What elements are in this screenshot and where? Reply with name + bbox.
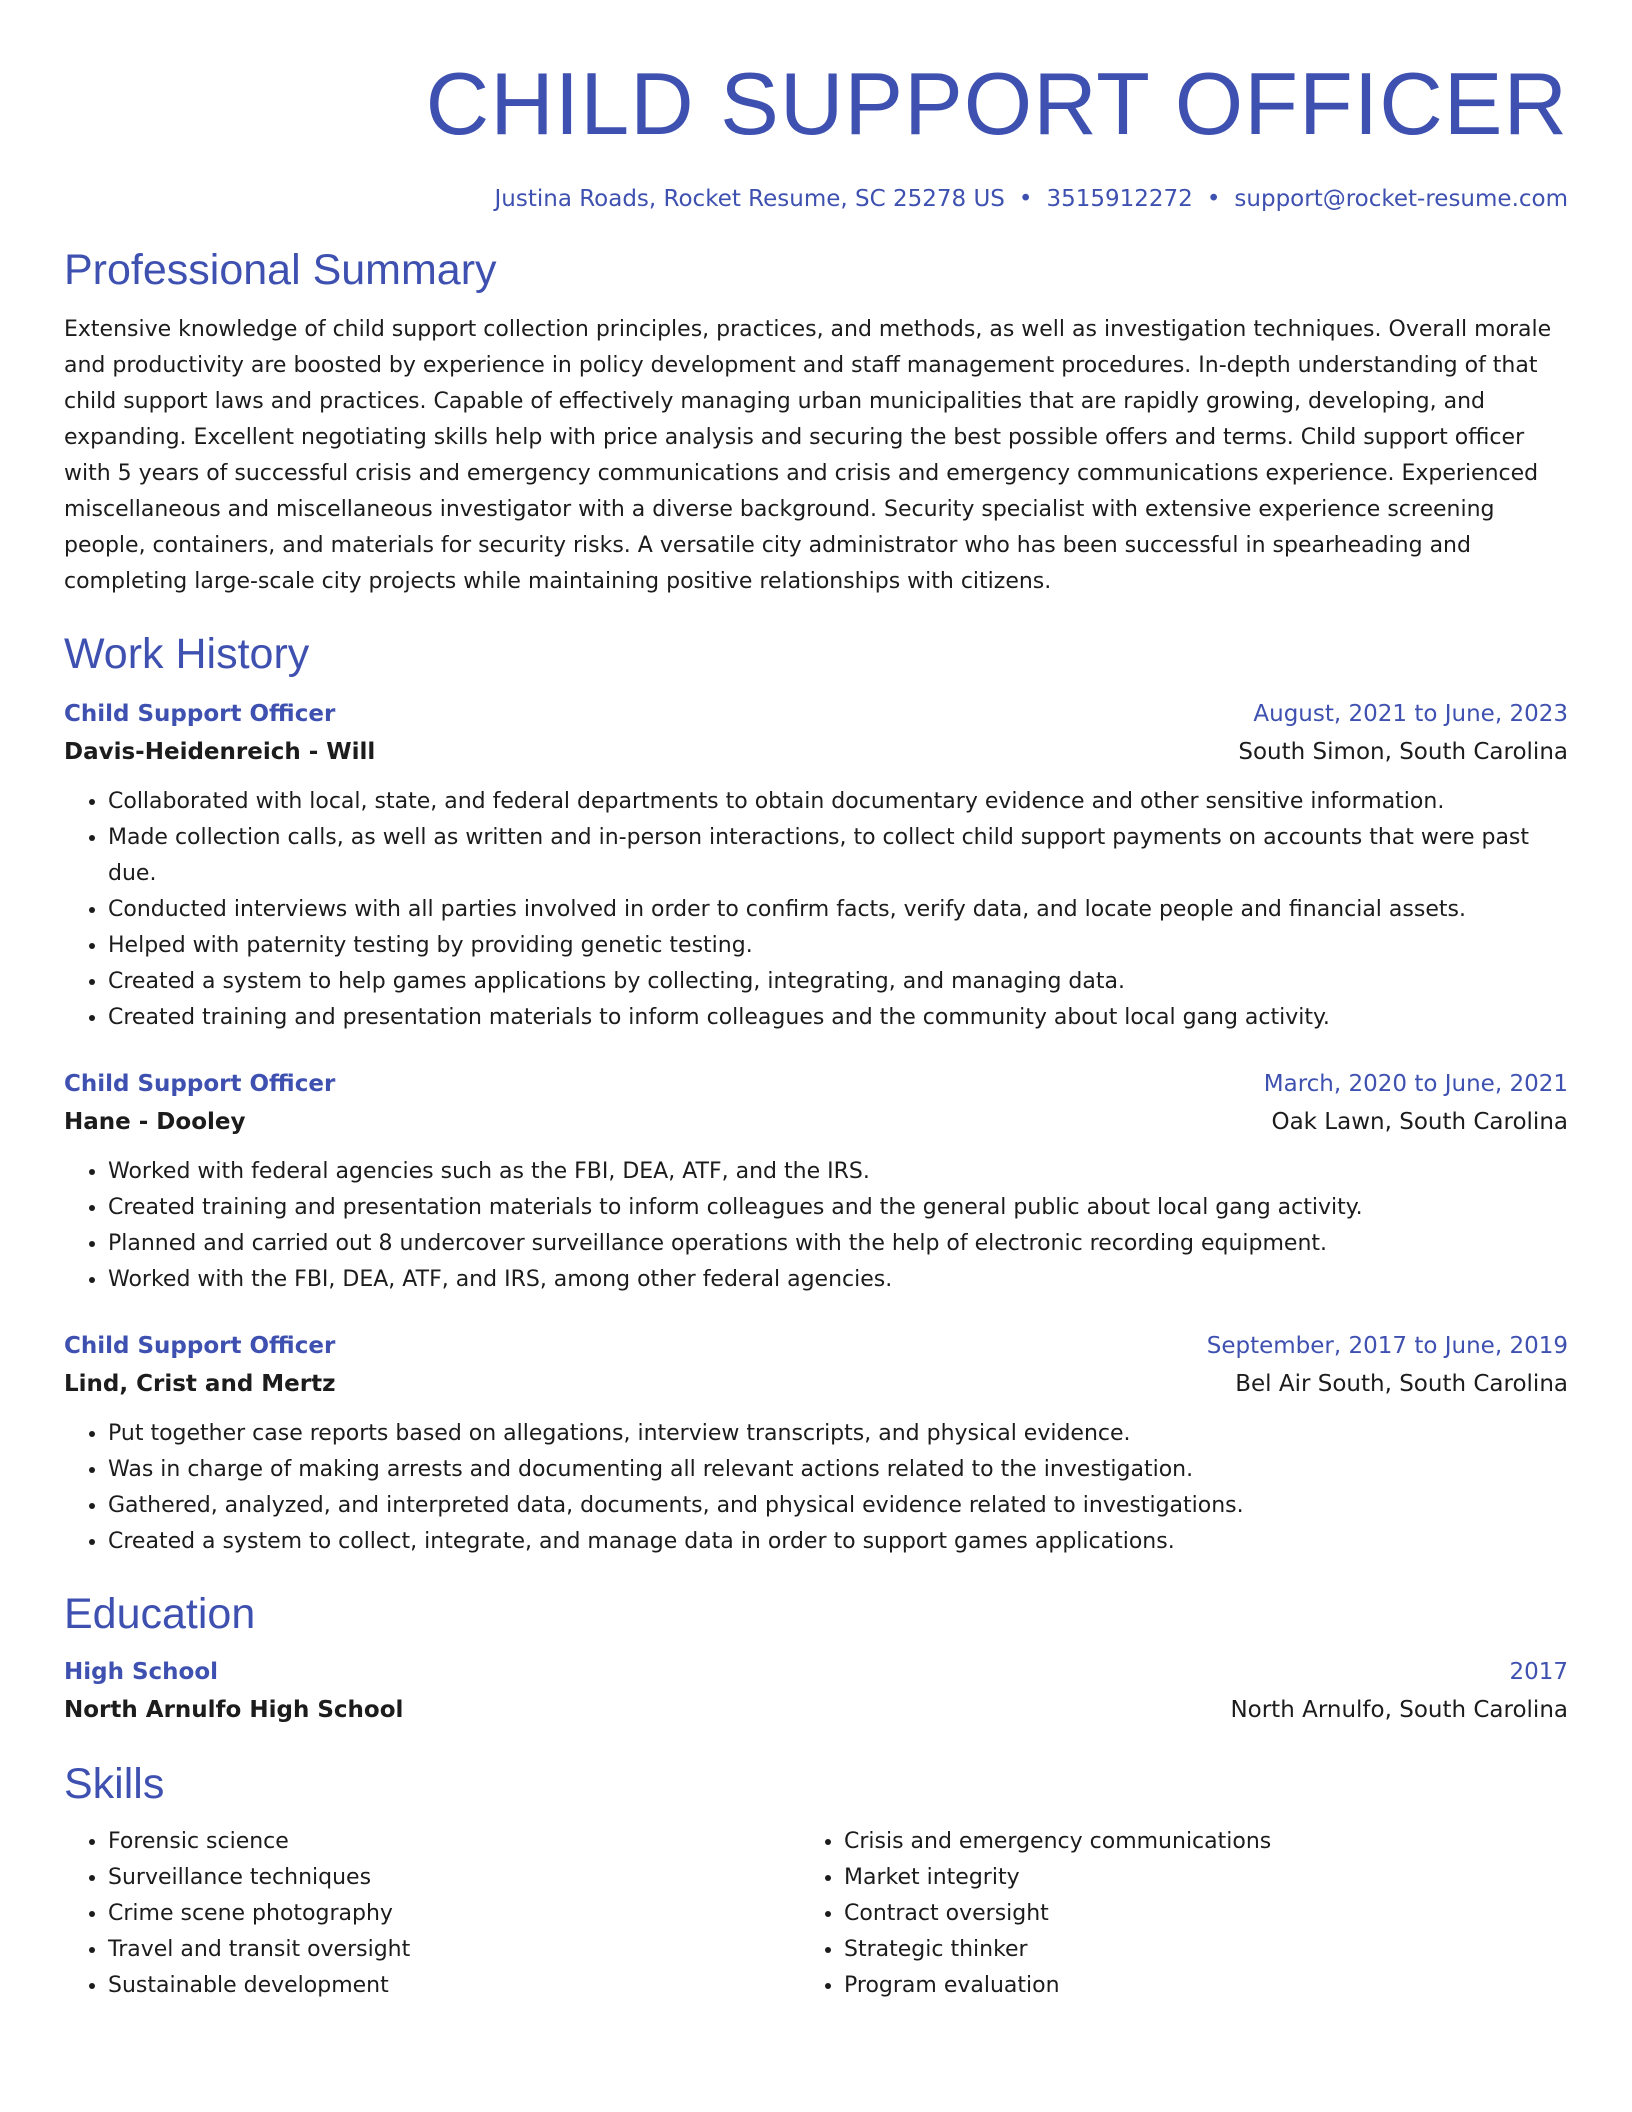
job-company: Davis-Heidenreich - Will [64, 739, 376, 765]
job-company: Lind, Crist and Mertz [64, 1371, 336, 1397]
job-bullet: • Was in charge of making arrests and documenting all relevant actions related to the investigation. [108, 1452, 1568, 1488]
skill-item: • Sustainable development [108, 1968, 800, 2004]
job-bullet: • Worked with the FBI, DEA, ATF, and IRS, among other federal agencies. [108, 1262, 1568, 1298]
job-bullet: • Collaborated with local, state, and federal departments to obtain documentary evidence and other sensitive information. [108, 784, 1568, 820]
skill-item: • Contract oversight [844, 1896, 1536, 1932]
phone-text: 3515912272 [1046, 186, 1193, 212]
job-bullet: • Created training and presentation materials to inform colleagues and the community about local gang activity. [108, 1000, 1568, 1036]
education-school: North Arnulfo High School [64, 1697, 404, 1723]
job-entry [64, 696, 1568, 1036]
education-degree: High School [64, 1659, 219, 1685]
skills-list [64, 1824, 1568, 2004]
contact-line [64, 184, 1568, 214]
education-heading: Education [64, 1590, 256, 1638]
skill-item: • Crime scene photography [108, 1896, 800, 1932]
skill-item: • Market integrity [844, 1860, 1536, 1896]
skill-item: • Crisis and emergency communications [844, 1824, 1536, 1860]
skill-item: • Travel and transit oversight [108, 1932, 800, 1968]
job-bullet: • Made collection calls, as well as written and in-person interactions, to collect child support payments on accounts that were past due. [108, 820, 1568, 892]
job-bullets [64, 1416, 1568, 1560]
education-year: 2017 [1509, 1659, 1568, 1685]
job-bullet: • Created a system to help games applications by collecting, integrating, and managing data. [108, 964, 1568, 1000]
job-entry [64, 1066, 1568, 1298]
skill-item: • Surveillance techniques [108, 1860, 800, 1896]
skill-item: • Program evaluation [844, 1968, 1536, 2004]
skill-item: • Strategic thinker [844, 1932, 1536, 1968]
skill-item: • Forensic science [108, 1824, 800, 1860]
job-location: Oak Lawn, South Carolina [1271, 1109, 1568, 1135]
job-bullet: • Worked with federal agencies such as the FBI, DEA, ATF, and the IRS. [108, 1154, 1568, 1190]
address-text: Justina Roads, Rocket Resume, SC 25278 US [494, 186, 1005, 212]
job-role: Child Support Officer [64, 701, 336, 727]
job-bullets [64, 784, 1568, 1036]
work-history-heading: Work History [64, 630, 310, 678]
job-role: Child Support Officer [64, 1333, 336, 1359]
separator-dot: • [1206, 186, 1221, 212]
skills-heading: Skills [64, 1760, 165, 1808]
job-location: South Simon, South Carolina [1238, 739, 1568, 765]
email-link[interactable]: support@rocket-resume.com [1234, 186, 1568, 212]
job-bullet: • Created a system to collect, integrate, and manage data in order to support games applications. [108, 1524, 1568, 1560]
summary-text: Extensive knowledge of child support collection principles, practices, and methods, as well as investigation techniques. Overall morale and productivity are boosted by experience in policy development and staff management procedures. In-depth understanding of that child support laws and practices. Capable of effectively managing urban municipalities that are rapidly growing, developing, and expanding. Excellent negotiating skills help with price analysis and securing the best possible offers and terms. Child support officer with 5 years of successful crisis and emergency communications and crisis and emergency communications experience. Experienced miscellaneous and miscellaneous investigator with a diverse background. Security specialist with extensive experience screening people, containers, and materials for security risks. A versatile city administrator who has been successful in spearheading and completing large-scale city projects while maintaining positive relationships with citizens. [64, 317, 1552, 594]
job-bullet: • Helped with paternity testing by providing genetic testing. [108, 928, 1568, 964]
job-company: Hane - Dooley [64, 1109, 246, 1135]
job-location: Bel Air South, South Carolina [1235, 1371, 1568, 1397]
job-dates: March, 2020 to June, 2021 [1263, 1071, 1568, 1097]
job-bullet: • Created training and presentation materials to inform colleagues and the general public about local gang activity. [108, 1190, 1568, 1226]
job-bullet: • Conducted interviews with all parties involved in order to confirm facts, verify data, and locate people and financial assets. [108, 892, 1568, 928]
job-bullets [64, 1154, 1568, 1298]
job-role: Child Support Officer [64, 1071, 336, 1097]
resume-header [64, 0, 1568, 214]
job-bullet: • Planned and carried out 8 undercover surveillance operations with the help of electronic recording equipment. [108, 1226, 1568, 1262]
job-bullet: • Put together case reports based on allegations, interview transcripts, and physical evidence. [108, 1416, 1568, 1452]
job-dates: August, 2021 to June, 2023 [1253, 701, 1568, 727]
skills-column-right [800, 1824, 1536, 2004]
skills-column-left [64, 1824, 800, 2004]
education-location: North Arnulfo, South Carolina [1230, 1697, 1568, 1723]
separator-dot: • [1018, 186, 1033, 212]
job-entry [64, 1328, 1568, 1560]
candidate-title: CHILD SUPPORT OFFICER [425, 54, 1568, 153]
education-entry [64, 1654, 1568, 1730]
job-dates: September, 2017 to June, 2019 [1206, 1333, 1568, 1359]
job-bullet: • Gathered, analyzed, and interpreted data, documents, and physical evidence related to investigations. [108, 1488, 1568, 1524]
summary-heading: Professional Summary [64, 246, 497, 294]
